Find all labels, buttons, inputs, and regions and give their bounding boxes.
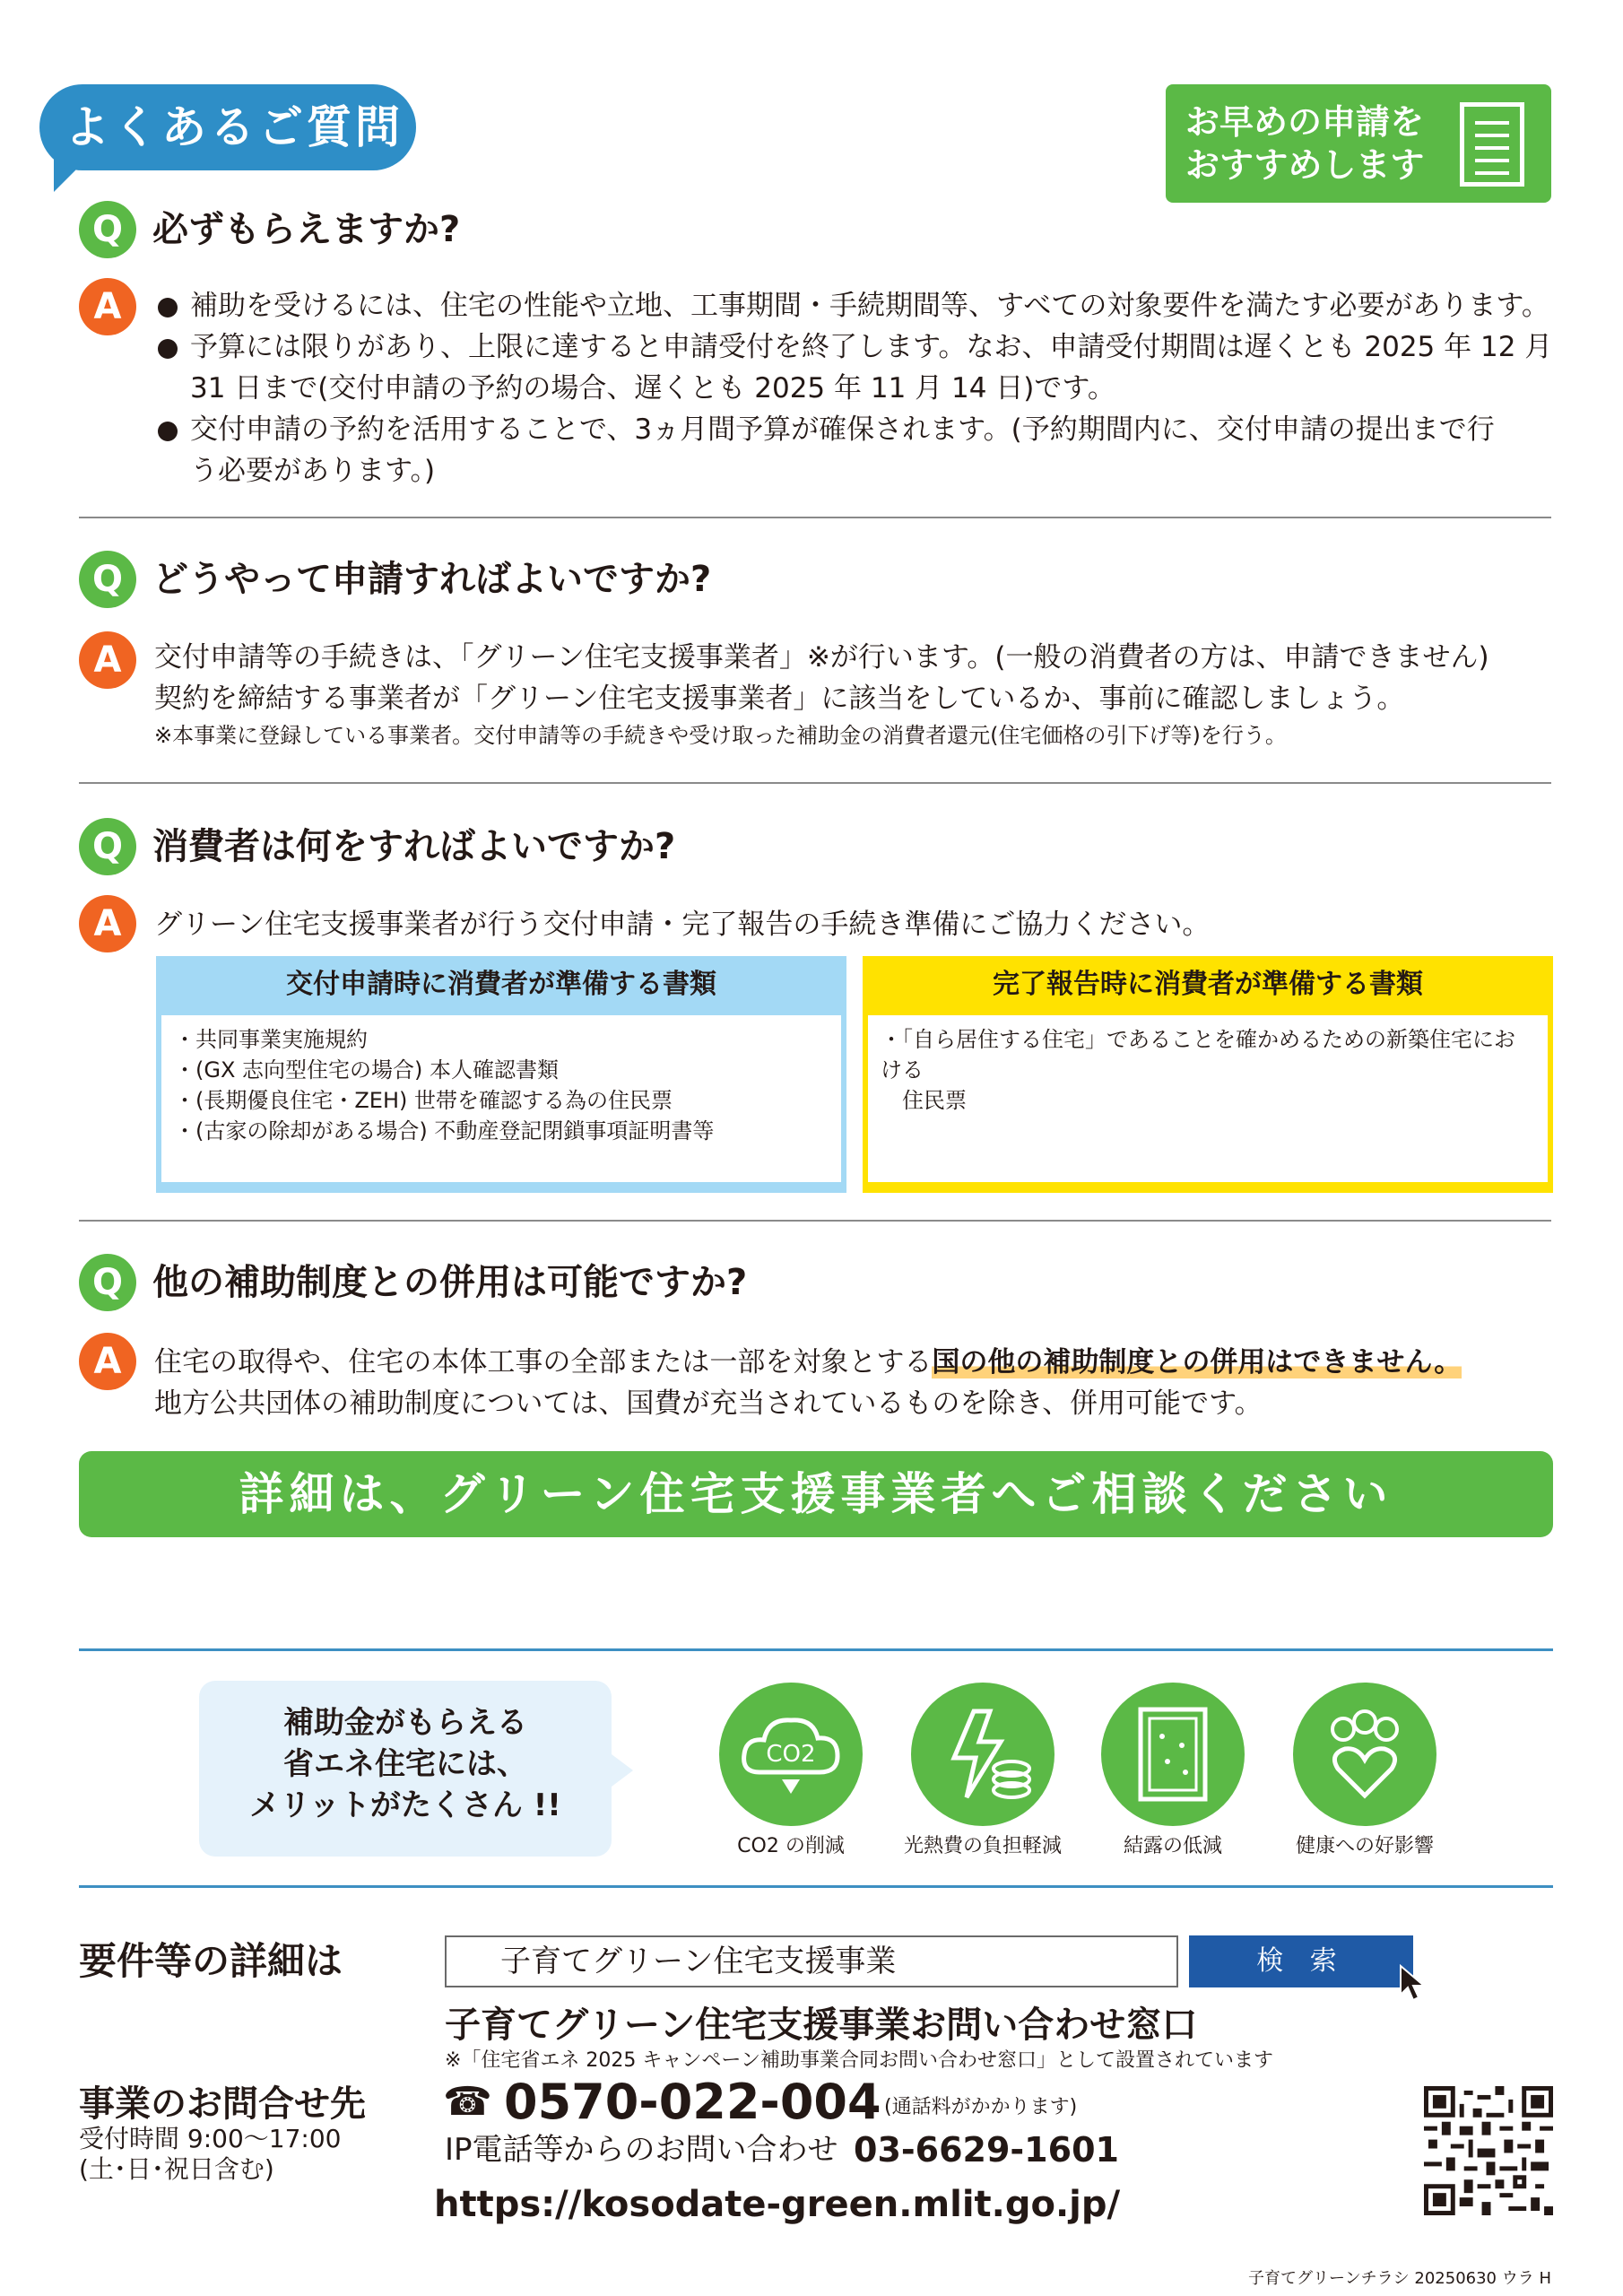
bubble-line: メリットがたくさん !! [249,1787,561,1823]
box-body [868,1015,1548,1182]
bubble-tail [612,1754,633,1787]
question-1: 必ずもらえますか? [152,209,461,250]
early-line1: お早めの申請を [1185,102,1425,142]
hours: 受付時間 9:00〜17:00 [79,2124,342,2153]
merit-label: 結露の低減 [1123,1835,1222,1857]
answer-2-note: ※本事業に登録している事業者。交付申請等の手続きや受け取った補助金の消費者還元(住宅価格の引下げ等)を行う。 [154,723,1287,748]
bubble-line: 省エネ住宅には、 [283,1746,527,1782]
cursor-icon [1399,1964,1431,2004]
inquiry-label: 事業のお問合せ先 [79,2083,366,2125]
divider [79,517,1551,518]
document-code: 子育てグリーンチラシ 20250630 ウラ H [1248,2269,1551,2288]
answer-1 [158,285,1557,491]
days: (土･日･祝日含む) [79,2154,274,2184]
a-badge-icon: A [79,1333,136,1390]
consult-banner: 詳細は、グリーン住宅支援事業者へご相談ください [79,1451,1553,1537]
answer-1-line: 予算には限りがあり、上限に達すると申請受付を終了します。なお、申請受付期間は遅くとも 2025 年 12 月 [158,326,1557,368]
divider [79,1885,1553,1888]
divider [79,782,1551,784]
merit-label: CO2 の削減 [737,1835,845,1857]
answer-4-line: 地方公共団体の補助制度については、国費が充当されているものを除き、併用可能です。 [154,1387,1263,1420]
search-button[interactable]: 検 索 [1189,1935,1413,1987]
a-badge-icon: A [79,278,136,335]
answer-3: グリーン住宅支援事業者が行う交付申請・完了報告の手続き準備にご協力ください。 [154,909,1211,941]
search-input[interactable]: 子育てグリーン住宅支援事業 [445,1935,1178,1987]
box-item: ・共同事業実施規約 [174,1027,368,1052]
answer-1-line: 補助を受けるには、住宅の性能や立地、工事期間・手続期間等、すべての対象要件を満たす必要があります。 [158,285,1557,326]
contact-note: ※「住宅省エネ 2025 キャンペーン補助事業合同お問い合わせ窓口」として設置されています [445,2049,1273,2072]
box-item: 住民票 [881,1088,967,1113]
answer-2 [154,637,1553,752]
ip-phone-number[interactable]: 03-6629-1601 [854,2130,1119,2170]
details-label: 要件等の詳細は [79,1939,343,1983]
divider [79,1220,1551,1222]
phone-icon: ☎ [443,2079,492,2125]
box-title: 完了報告時に消費者が準備する書類 [993,969,1423,1000]
window-condensation-icon [1101,1683,1245,1826]
bubble-line: 補助金がもらえる [283,1705,527,1741]
contact-title: 子育てグリーン住宅支援事業お問い合わせ窓口 [445,2005,1198,2046]
document-icon [1460,102,1524,187]
box-title: 交付申請時に消費者が準備する書類 [286,969,716,1000]
phone-note: (通話料がかかります) [884,2096,1078,2118]
q-badge-icon: Q [79,1254,136,1311]
merit-label: 健康への好影響 [1295,1835,1434,1857]
answer-4-line: 住宅の取得や、住宅の本体工事の全部または一部を対象とする国の他の補助制度との併用はできません。 [154,1346,1462,1378]
completion-documents-box [863,956,1553,1193]
box-item: ・(古家の除却がある場合) 不動産登記閉鎖事項証明書等 [174,1118,715,1144]
divider [79,1648,1553,1651]
phone-number[interactable]: 0570-022-004 [504,2074,881,2130]
question-2: どうやって申請すればよいですか? [152,559,712,600]
answer-1-line: 交付申請の予約を活用することで、3ヵ月間予算が確保されます。(予約期間内に、交付申請の提出まで行 [158,409,1557,450]
box-item: ・(長期優良住宅・ZEH) 世帯を確認する為の住民票 [174,1088,673,1113]
bullet-icon [158,339,178,359]
a-badge-icon: A [79,895,136,952]
merit-label: 光熱費の負担軽減 [903,1835,1062,1857]
box-item: ・(GX 志向型住宅の場合) 本人確認書類 [174,1057,560,1083]
faq-tag-tail [54,152,93,192]
application-documents-box [156,956,846,1193]
question-3: 消費者は何をすればよいですか? [152,826,676,867]
merit-speech-bubble [199,1681,612,1857]
co2-text: CO2 [766,1741,816,1768]
family-heart-icon [1293,1683,1436,1826]
ip-label: IP電話等からのお問い合わせ [445,2132,838,2168]
co2-cloud-icon [719,1683,863,1826]
answer-1-line: 31 日まで(交付申請の予約の場合、遅くとも 2025 年 11 月 14 日)です。 [190,372,1115,404]
qr-code-icon [1424,2086,1553,2215]
bullet-icon [158,422,178,441]
question-4: 他の補助制度との併用は可能ですか? [152,1262,748,1303]
emphasis-text: 国の他の補助制度との併用はできません。 [932,1346,1462,1378]
faq-heading-tag: よくあるご質問 [39,84,416,170]
website-url[interactable]: https://kosodate-green.mlit.go.jp/ [434,2184,1121,2225]
q-badge-icon: Q [79,551,136,608]
early-line2: おすすめします [1185,145,1425,185]
answer-1-line: う必要があります。) [190,455,436,487]
q-badge-icon: Q [79,201,136,258]
box-item: ・「自ら居住する住宅」であることを確かめるための新築住宅における [881,1027,1515,1083]
answer-4 [154,1342,1553,1424]
answer-2-line: 契約を締結する事業者が「グリーン住宅支援事業者」に該当をしているか、事前に確認しましょう。 [154,683,1405,715]
box-body [161,1015,841,1182]
energy-coins-icon [911,1683,1055,1826]
bullet-icon [158,298,178,317]
answer-2-line: 交付申請等の手続きは、「グリーン住宅支援事業者」※が行います。(一般の消費者の方は、申請できません) [154,641,1489,674]
q-badge-icon: Q [79,818,136,875]
a-badge-icon: A [79,631,136,689]
